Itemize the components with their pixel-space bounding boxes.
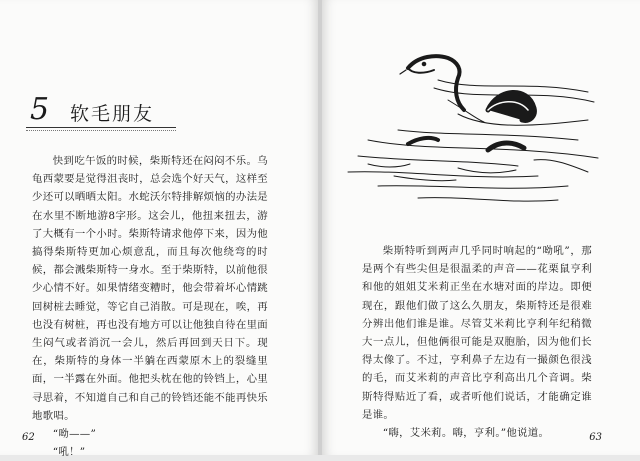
chapter-heading xyxy=(26,92,178,127)
right-body-text xyxy=(362,242,592,442)
paragraph: “吼！” xyxy=(52,446,86,459)
chapter-underline xyxy=(26,127,176,128)
page-number-right: 63 xyxy=(589,432,602,443)
water-snake-swimming-illustration xyxy=(338,40,606,212)
left-page xyxy=(0,0,318,459)
chapter-number: 5 xyxy=(30,92,50,127)
page-number-left: 62 xyxy=(22,432,35,443)
paragraph: “呦——” xyxy=(52,428,97,441)
paragraph: 快到吃午饭的时候，柴斯特还在闷闷不乐。乌龟西蒙要是觉得沮丧时，总会选个好天气，这样至少还可以晒晒太阳。水蛇沃尔特排解烦恼的办法是在水里不断地游8字形。这会儿，他扭来扭去，游了大概有一个小时。柴斯特请求他停下来，因为他搞得柴斯特更加心烦意乱，而且每次他绕弯的时候，都会溅柴斯特一身水。至于柴斯特，以前他很少心情不好。如果情绪变糟时，他会带着坏心情跳回树桩去睡觉，等它自己消散。可是现在，唉，再也没有树桩，再也没有地方可以让他独自待在里面生闷气或者消沉一会儿，然后再回到天日下。现在，柴斯特的身体一半躺在西蒙原木上的裂缝里面，一半露在外面。他把头枕在他的铃铛上，心里寻思着，不知道自己和自己的铃铛还能不能再快乐地歌唱。 xyxy=(32,155,268,422)
chapter-underline-dotted xyxy=(26,130,176,131)
chapter-title: 软毛朋友 xyxy=(70,103,155,125)
paragraph: 柴斯特听到两声几乎同时响起的“呦吼”，那是两个有些尖但是很温柔的声音——花栗鼠亨利和他的姐姐艾米莉正坐在水塘对面的岸边。即便现在，跟他们做了这么久朋友，柴斯特还是很难分辨出他们谁是谁。尽管艾米莉比亨利年纪稍微大一点儿，但他俩很可能是双胞胎，因为他们长得太像了。不过，亨利鼻子左边有一撮颜色很浅的毛，而艾米莉的声音比亨利高出几个音调。柴斯特得贴近了看，或者听他们说话，才能确定谁是谁。 xyxy=(362,245,592,421)
right-page xyxy=(322,0,640,455)
left-body-text xyxy=(32,152,268,461)
paragraph: “嗨，艾米莉。嗨，亨利。”他说道。 xyxy=(382,427,550,440)
